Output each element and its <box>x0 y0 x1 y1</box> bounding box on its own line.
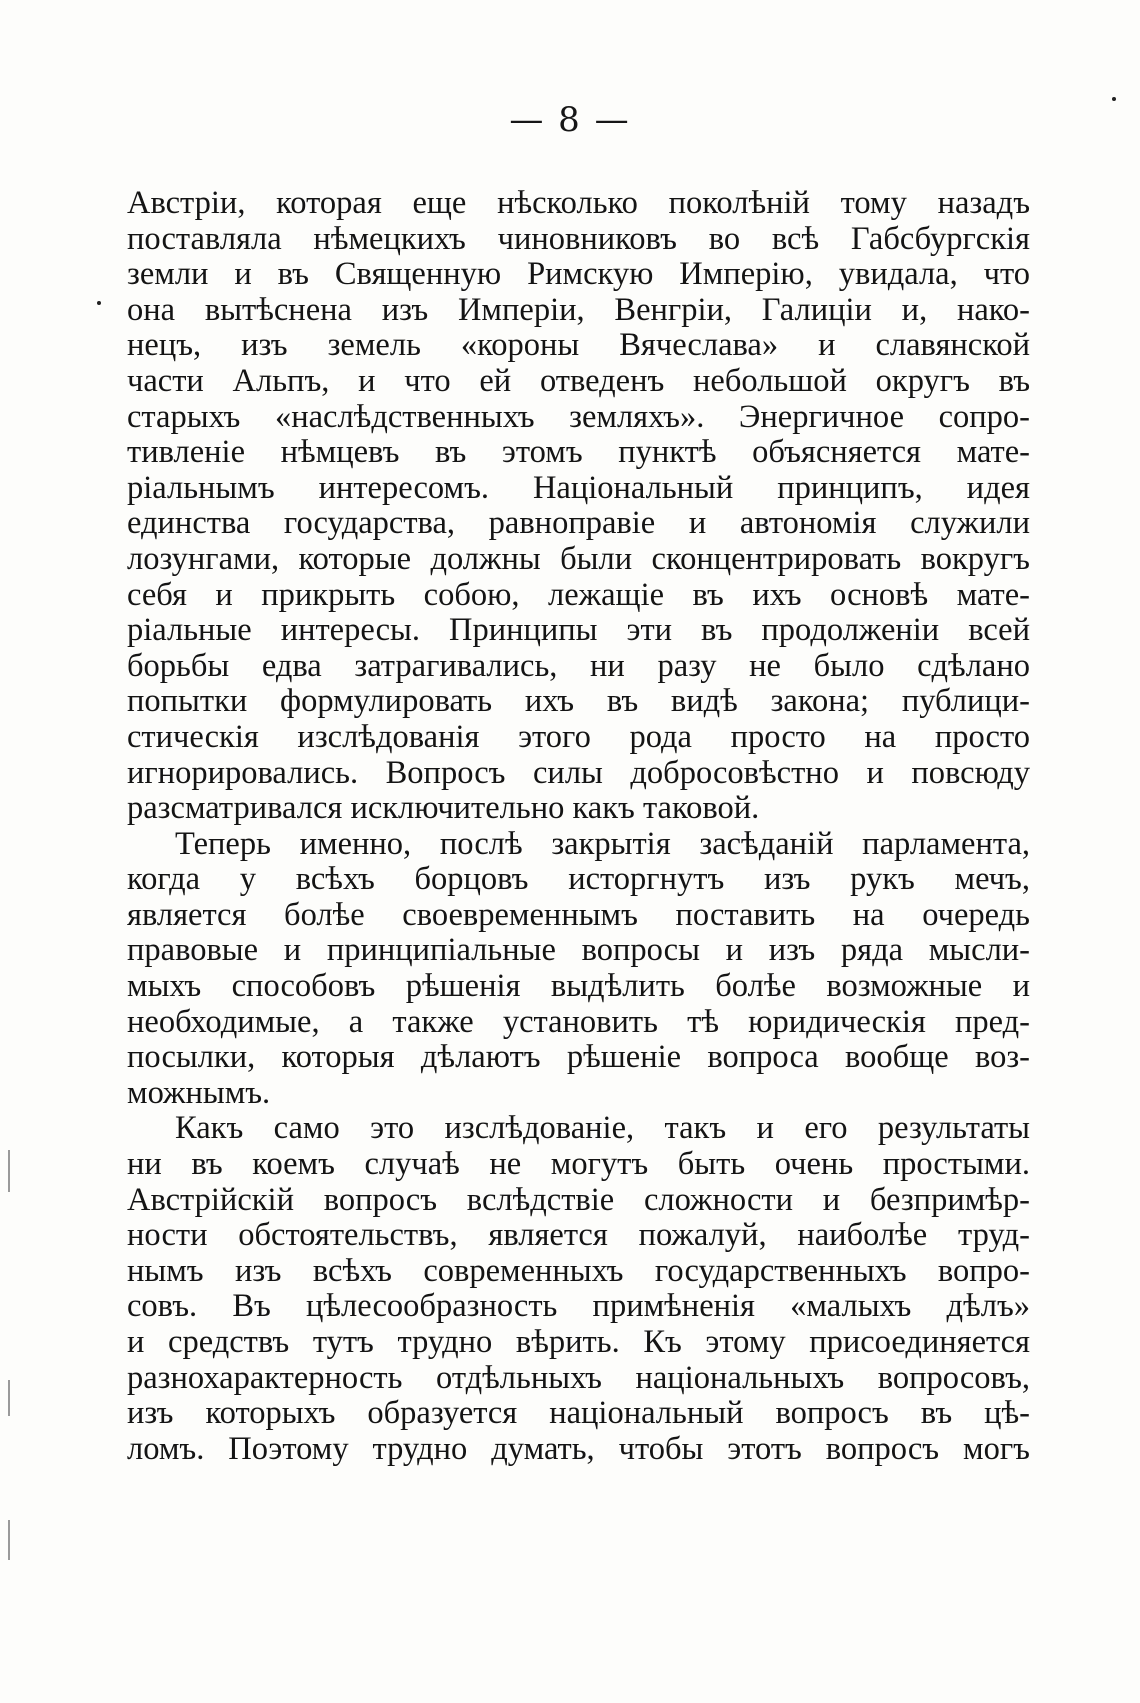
margin-mark <box>8 1520 10 1560</box>
text-line: Австрійскій вопросъ вслѣдствіе сложности и безпримѣр- <box>127 1182 1030 1218</box>
text-line: старыхъ «наслѣдственныхъ земляхъ». Энергичное сопро- <box>127 399 1030 435</box>
margin-mark <box>8 1380 10 1416</box>
text-line: игнорировались. Вопросъ силы добросовѣстно и повсюду <box>127 755 1030 791</box>
text-line: части Альпъ, и что ей отведенъ небольшой округъ въ <box>127 363 1030 399</box>
text-line: борьбы едва затрагивались, ни разу не было сдѣлано <box>127 648 1030 684</box>
text-line: себя и прикрыть собою, лежащіе въ ихъ основѣ мате- <box>127 577 1030 613</box>
text-line: можнымъ. <box>127 1075 271 1111</box>
text-line: ности обстоятельствъ, является пожалуй, наиболѣе труд- <box>127 1218 1030 1254</box>
text-line: посылки, которыя дѣлаютъ рѣшеніе вопроса вообще воз- <box>127 1040 1030 1076</box>
text-line: тивленіе нѣмцевъ въ этомъ пунктѣ объясняется мате- <box>127 435 1030 471</box>
text-line: стическія изслѣдованія этого рода просто на просто <box>127 719 1030 755</box>
text-line: совъ. Въ цѣлесообразность примѣненія «малыхъ дѣлъ» <box>127 1289 1030 1325</box>
text-line: ріальнымъ интересомъ. Національный принципъ, идея <box>127 470 1030 506</box>
text-line: нецъ, изъ земель «короны Вячеслава» и славянской <box>127 328 1030 364</box>
text-line: попытки формулировать ихъ въ видѣ закона; публици- <box>127 684 1030 720</box>
text-line: ни въ коемъ случаѣ не могутъ быть очень простыми. <box>127 1147 1030 1183</box>
text-line: земли и въ Священную Римскую Имперію, увидала, что <box>127 257 1030 293</box>
text-line: и средствъ тутъ трудно вѣрить. Къ этому присоединяется <box>127 1325 1030 1360</box>
body-text <box>127 186 1030 1467</box>
text-line: нымъ изъ всѣхъ современныхъ государственныхъ вопро- <box>127 1253 1030 1289</box>
text-line: Какъ само это изслѣдованіе, такъ и его результаты <box>175 1111 1030 1147</box>
print-speck <box>1112 97 1116 101</box>
text-line: Теперь именно, послѣ закрытія засѣданій парламента, <box>175 826 1030 862</box>
margin-mark <box>8 1150 10 1192</box>
text-line: Австріи, которая еще нѣсколько поколѣній тому назадъ <box>127 186 1030 221</box>
text-line: изъ которыхъ образуется національный вопросъ въ цѣ- <box>127 1396 1030 1432</box>
text-line: разсматривался исключительно какъ таковой. <box>127 791 760 827</box>
text-line: поставляла нѣмецкихъ чиновниковъ во всѣ Габсбургскія <box>127 221 1030 257</box>
text-line: она вытѣснена изъ Имперіи, Венгріи, Галиціи и, нако- <box>127 292 1030 328</box>
print-speck <box>97 301 101 305</box>
text-line: правовые и принципіальные вопросы и изъ ряда мысли- <box>127 933 1030 969</box>
page-number: — 8 — <box>509 100 631 140</box>
text-line: когда у всѣхъ борцовъ исторгнутъ изъ рукъ мечъ, <box>127 862 1030 898</box>
text-line: является болѣе своевременнымъ поставить на очередь <box>127 897 1030 933</box>
text-line: лозунгами, которые должны были сконцентрировать вокругъ <box>127 541 1030 577</box>
text-line: мыхъ способовъ рѣшенія выдѣлить болѣе возможные и <box>127 969 1030 1005</box>
text-line: ріальные интересы. Принципы эти въ продолженіи всей <box>127 613 1030 649</box>
text-line: ломъ. Поэтому трудно думать, чтобы этотъ вопросъ могъ <box>127 1431 1030 1467</box>
text-line: необходимые, а также установить тѣ юридическія пред- <box>127 1004 1030 1040</box>
text-line: единства государства, равноправіе и автономія служили <box>127 506 1030 542</box>
text-line: разнохарактерность отдѣльныхъ національныхъ вопросовъ, <box>127 1360 1030 1396</box>
